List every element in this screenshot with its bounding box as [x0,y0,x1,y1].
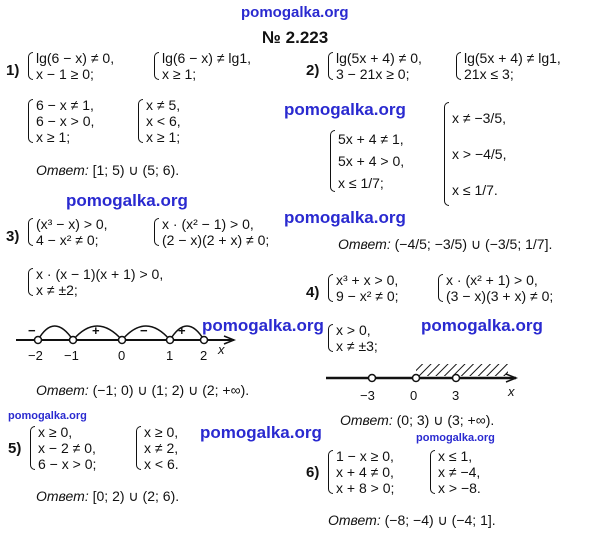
p4-number: 4) [306,284,320,301]
p1-system-1 [28,50,114,82]
p5-s1-line: x ≥ 0, [38,424,73,440]
p3-s1-line: (x³ − x) > 0, [36,216,108,232]
answer-label: Ответ: [338,236,391,252]
p2-answer [338,236,552,253]
p6-s1-line: x + 8 > 0; [336,480,395,496]
p4-s1-line: x³ + x > 0, [336,272,399,288]
p2-s2-line: lg(5x + 4) ≠ lg1, [464,50,561,66]
p3-s3-line: x · (x − 1)(x + 1) > 0, [36,266,164,282]
p4-number-line [324,360,524,390]
p6-answer-value: (−8; −4) ∪ (−4; 1]. [384,512,496,528]
p4-answer [340,412,494,429]
p1-s2-line: x ≥ 1; [162,66,197,82]
answer-label: Ответ: [36,162,89,178]
p3-tick-label: 0 [118,348,126,363]
p3-number: 3) [6,228,20,245]
p3-system-1 [28,216,108,248]
watermark-center: pomogalka.org [284,208,406,227]
p5-s2-line: x ≠ 2, [144,440,179,456]
p1-s3-line: 6 − x ≠ 1, [36,97,94,113]
p3-s2-line: x · (x² − 1) > 0, [162,216,254,232]
answer-label: Ответ: [340,412,393,428]
p4-tick-label: 3 [452,388,460,403]
watermark-mid-right: pomogalka.org [284,100,406,119]
p2-s4-line: x ≤ 1/7. [452,182,498,198]
p2-s3-line: 5x + 4 > 0, [338,153,405,169]
p1-s3-line: 6 − x > 0, [36,113,95,129]
p3-sign: + [92,323,100,338]
p2-s1-line: 3 − 21x ≥ 0; [336,66,410,82]
p5-number: 5) [8,440,22,457]
p2-s4-line: x > −4/5, [452,146,507,162]
p3-point [119,337,126,344]
p5-s1-line: x − 2 ≠ 0, [38,440,96,456]
p3-answer-value: (−1; 0) ∪ (1; 2) ∪ (2; +∞). [92,382,250,398]
p3-number-line [12,308,242,348]
p2-s3-line: 5x + 4 ≠ 1, [338,131,404,147]
watermark-mid-left: pomogalka.org [66,191,188,210]
p3-point [201,337,208,344]
p4-s1-line: 9 − x² ≠ 0; [336,288,399,304]
p5-system-2 [136,424,179,472]
p3-system-2 [154,216,269,248]
p1-s4-line: x < 6, [146,113,181,129]
p2-s1-line: lg(5x + 4) ≠ 0, [336,50,422,66]
p4-s3-line: x > 0, [336,322,371,338]
p2-s3-line: x ≤ 1/7; [338,175,384,191]
p4-system-1 [328,272,399,304]
watermark-p3: pomogalka.org [202,316,324,335]
p6-s1-line: x + 4 ≠ 0, [336,464,394,480]
watermark-lower: pomogalka.org [200,423,322,442]
p4-system-3 [328,322,378,354]
p4-hatch-region [416,364,508,376]
p4-tick-label: 0 [410,388,418,403]
p4-system-2 [438,272,553,304]
p4-s3-line: x ≠ ±3; [336,338,378,354]
p5-s2-line: x ≥ 0, [144,424,179,440]
watermark-p4: pomogalka.org [421,316,543,335]
p1-s3-line: x ≥ 1; [36,129,71,145]
p2-system-4 [444,100,506,208]
p6-s1-line: 1 − x ≥ 0, [336,448,394,464]
p2-system-2 [456,50,561,82]
p3-tick-label: −2 [28,348,43,363]
p3-system-3 [28,266,163,298]
p4-s2-line: x · (x² + 1) > 0, [446,272,538,288]
p6-s2-line: x ≤ 1, [438,448,473,464]
p5-answer-value: [0; 2) ∪ (2; 6). [92,488,180,504]
p3-s3-line: x ≠ ±2; [36,282,78,298]
p3-tick-label: 1 [166,348,174,363]
answer-label: Ответ: [36,488,89,504]
p1-answer-value: [1; 5) ∪ (5; 6). [92,162,180,178]
p3-sign: − [28,323,36,338]
answer-label: Ответ: [328,512,381,528]
p2-s4-line: x ≠ −3/5, [452,110,506,126]
p1-answer [36,162,179,179]
p5-s2-line: x < 6. [144,456,179,472]
p3-answer [36,382,249,399]
watermark-small-right: pomogalka.org [416,432,495,444]
p4-answer-value: (0; 3) ∪ (3; +∞). [396,412,495,428]
p1-s4-line: x ≠ 5, [146,97,181,113]
p1-system-2 [154,50,251,82]
p4-point [453,375,460,382]
p6-s2-line: x ≠ −4, [438,464,481,480]
watermark-top: pomogalka.org [241,4,349,21]
p3-point [70,337,77,344]
p3-sign-arc [170,326,204,340]
p2-number: 2) [306,62,320,79]
p6-number: 6) [306,464,320,481]
p3-point [167,337,174,344]
p6-system-2 [430,448,481,496]
p1-s1-line: lg(6 − x) ≠ 0, [36,50,115,66]
problem-title: № 2.223 [262,28,329,47]
p2-answer-value: (−4/5; −3/5) ∪ (−3/5; 1/7]. [394,236,553,252]
p2-system-1 [328,50,422,82]
p3-sign-arc [38,326,73,340]
p2-system-3 [330,128,404,194]
p5-answer [36,488,179,505]
p5-system-1 [30,424,96,472]
p6-system-1 [328,448,394,496]
p4-tick-label: −3 [360,388,375,403]
p3-axis-label: x [218,342,225,357]
p1-number: 1) [6,62,20,79]
p4-axis-label: x [508,384,515,399]
p3-sign: − [140,323,148,338]
p1-system-3 [28,97,94,145]
p4-point [413,375,420,382]
p3-tick-label: 2 [200,348,208,363]
p1-s1-line: x − 1 ≥ 0; [36,66,94,82]
p5-s1-line: 6 − x > 0; [38,456,97,472]
p1-s2-line: lg(6 − x) ≠ lg1, [162,50,251,66]
p4-s2-line: (3 − x)(3 + x) ≠ 0; [446,288,554,304]
p3-sign: + [178,323,186,338]
p6-answer [328,512,496,529]
p3-s2-line: (2 − x)(2 + x) ≠ 0; [162,232,270,248]
p6-s2-line: x > −8. [438,480,481,496]
p1-s4-line: x ≥ 1; [146,129,181,145]
p4-point [369,375,376,382]
p1-system-4 [138,97,181,145]
p3-s1-line: 4 − x² ≠ 0; [36,232,99,248]
watermark-small-left: pomogalka.org [8,410,87,422]
p2-s2-line: 21x ≤ 3; [464,66,514,82]
p3-tick-label: −1 [64,348,79,363]
answer-label: Ответ: [36,382,89,398]
